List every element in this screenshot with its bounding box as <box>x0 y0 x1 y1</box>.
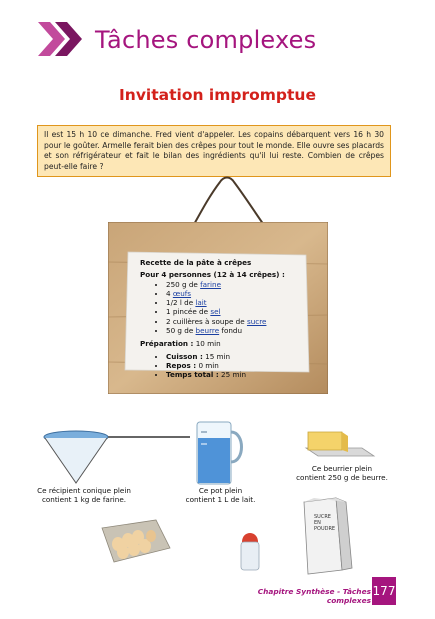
list-item: • 2 cuillères à soupe de sucre <box>166 317 305 326</box>
chevron-arrows-icon <box>38 22 88 56</box>
hanging-string <box>180 170 280 230</box>
list-item: • 50 g de beurre fondu <box>166 326 305 335</box>
sugar-box-label-1: SUCRE <box>314 514 331 520</box>
page-title: Tâches complexes <box>95 26 317 54</box>
ingredient-link-sucre[interactable]: sucre <box>246 316 267 326</box>
caption-flour: Ce récipient conique plein contient 1 kg de farine. <box>37 486 131 505</box>
list-item: • 250 g de farine <box>166 280 305 289</box>
sugar-box-label-2: EN <box>314 520 321 526</box>
page-number: 177 <box>372 577 396 605</box>
recipe-note <box>140 258 305 378</box>
sugar-box-icon <box>292 496 362 576</box>
ingredient-link-sel[interactable]: sel <box>210 307 221 317</box>
list-item: • 1/2 l de lait <box>166 298 305 307</box>
list-item: • Repos : 0 min <box>166 361 305 370</box>
recipe-servings: Pour 4 personnes (12 à 14 crêpes) : <box>140 270 285 280</box>
ingredient-link-lait[interactable]: lait <box>195 298 207 308</box>
sugar-box-label-3: POUDRE <box>314 526 336 532</box>
time-list <box>140 352 305 380</box>
ingredient-link-oeufs[interactable]: œufs <box>172 288 192 298</box>
conical-sieve-icon <box>40 428 195 488</box>
list-item: • Cuisson : 15 min <box>166 352 305 361</box>
egg-carton-icon <box>94 518 174 568</box>
list-item: • 4 œufs <box>166 289 305 298</box>
salt-shaker-icon <box>236 528 264 574</box>
recipe-title: Recette de la pâte à crêpes <box>140 258 252 267</box>
butter-dish-icon <box>302 426 377 462</box>
caption-milk: Ce pot plein contient 1 L de lait. <box>185 486 256 505</box>
chapter-footer: Chapitre Synthèse - Tâches complexes <box>257 587 371 605</box>
ingredient-link-farine[interactable]: farine <box>200 279 221 289</box>
ingredient-link-beurre[interactable]: beurre <box>195 326 220 336</box>
intro-text-box: Il est 15 h 10 ce dimanche. Fred vient d'appeler. Les copains débarquent vers 16 h 30 pour le goûter. Armelle ferait bien des crêpes pour tout le monde. Elle ouvre ses placards et son réfrigérateur et fait le bilan des ingrédients qu'il lui reste. Combien de crêpes peut-elle faire ? <box>37 125 391 177</box>
list-item: • Temps total : 25 min <box>166 370 305 379</box>
section-title: Invitation impromptue <box>119 86 316 104</box>
caption-butter: Ce beurrier plein contient 250 g de beurre. <box>296 464 388 483</box>
milk-jug-icon <box>193 418 248 488</box>
list-item: • 1 pincée de sel <box>166 307 305 316</box>
ingredient-list <box>140 280 305 336</box>
prep-time: Préparation : 10 min <box>140 339 221 349</box>
